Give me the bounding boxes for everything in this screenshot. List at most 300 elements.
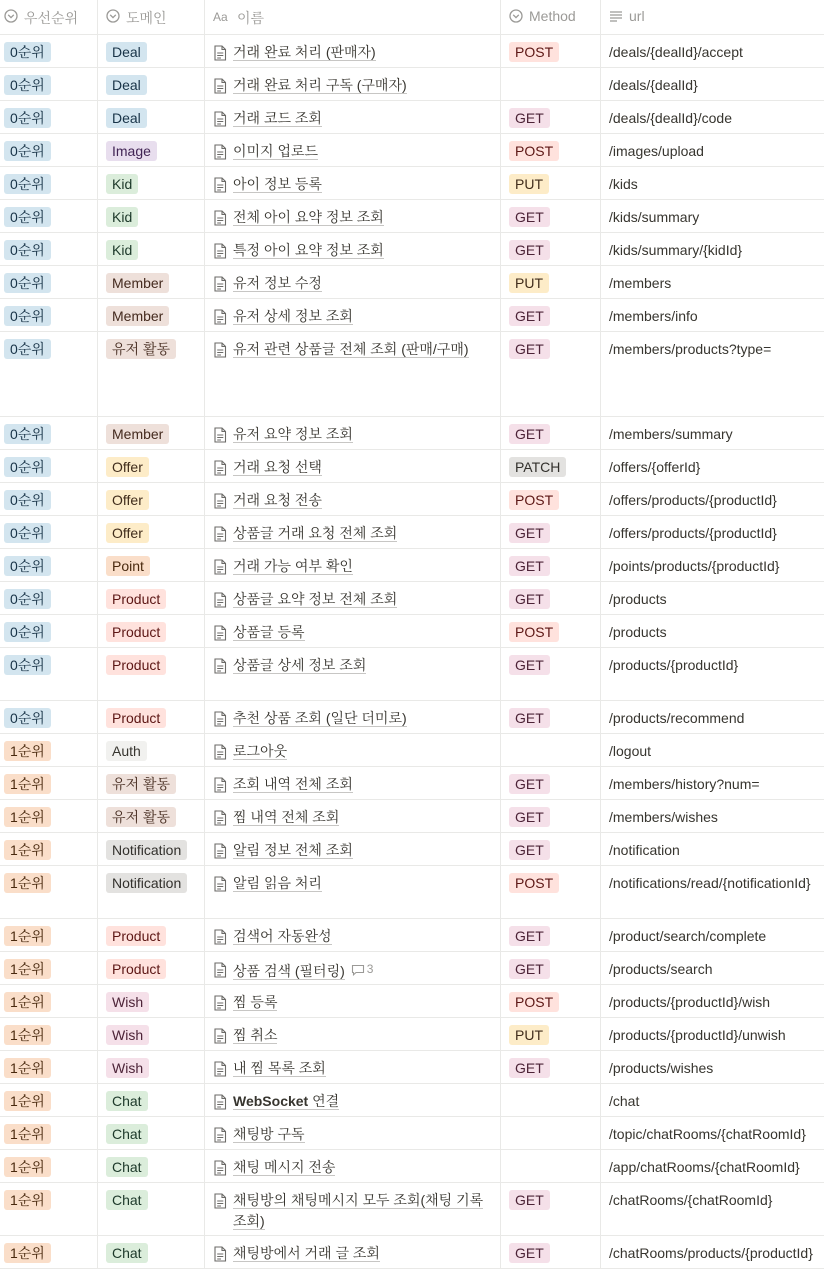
cell-name[interactable] <box>205 1051 501 1083</box>
cell-url[interactable]: /deals/{dealId}/code <box>609 110 732 126</box>
cell-domain[interactable] <box>98 101 205 133</box>
cell-method[interactable] <box>501 1084 601 1116</box>
table-row[interactable] <box>0 101 824 134</box>
cell-method[interactable] <box>501 516 601 548</box>
cell-method[interactable] <box>501 767 601 799</box>
cell-url[interactable]: /kids <box>609 176 638 192</box>
table-row[interactable] <box>0 200 824 233</box>
cell-name[interactable] <box>205 549 501 581</box>
table-row[interactable] <box>0 648 824 701</box>
row-name-label[interactable]: 로그아웃 <box>233 743 288 759</box>
page-icon <box>213 78 227 94</box>
cell-domain[interactable] <box>98 1150 205 1182</box>
domain-tag: Offer <box>106 523 149 543</box>
cell-priority[interactable] <box>0 101 98 133</box>
cell-url[interactable]: /chat <box>609 1093 640 1109</box>
cell-name[interactable] <box>205 68 501 100</box>
cell-method[interactable] <box>501 200 601 232</box>
table-row[interactable] <box>0 233 824 266</box>
cell-domain[interactable] <box>98 483 205 515</box>
cell-url[interactable]: /chatRooms/products/{productId} <box>609 1245 813 1261</box>
cell-url[interactable]: /product/search/complete <box>609 928 767 944</box>
table-row[interactable] <box>0 1117 824 1150</box>
cell-method[interactable] <box>501 734 601 766</box>
table-row[interactable] <box>0 68 824 101</box>
cell-domain[interactable] <box>98 1084 205 1116</box>
table-row[interactable] <box>0 1236 824 1269</box>
cell-domain[interactable] <box>98 615 205 647</box>
page-icon <box>213 276 227 292</box>
table-row[interactable] <box>0 35 824 68</box>
cell-method[interactable] <box>501 35 601 67</box>
row-name-label[interactable]: 조회 내역 전체 조회 <box>233 776 353 792</box>
row-name-label[interactable]: 찜 등록 <box>233 994 278 1010</box>
page-icon <box>213 493 227 509</box>
cell-domain[interactable] <box>98 35 205 67</box>
priority-tag: 1순위 <box>4 1058 51 1078</box>
priority-tag: 0순위 <box>4 207 51 227</box>
cell-domain[interactable] <box>98 516 205 548</box>
cell-priority[interactable] <box>0 701 98 733</box>
priority-tag: 1순위 <box>4 1091 51 1111</box>
cell-url[interactable]: /products <box>609 624 667 640</box>
method-tag: POST <box>509 873 559 893</box>
cell-method[interactable] <box>501 1051 601 1083</box>
cell-name[interactable] <box>205 167 501 199</box>
cell-domain[interactable] <box>98 767 205 799</box>
table-row[interactable] <box>0 266 824 299</box>
cell-method[interactable] <box>501 134 601 166</box>
cell-method[interactable] <box>501 549 601 581</box>
cell-priority[interactable] <box>0 833 98 865</box>
cell-url[interactable]: /members/summary <box>609 426 733 442</box>
table-row[interactable] <box>0 516 824 549</box>
cell-domain[interactable] <box>98 701 205 733</box>
cell-priority[interactable] <box>0 233 98 265</box>
row-name-label[interactable]: 찜 취소 <box>233 1027 278 1043</box>
cell-url[interactable]: /notification <box>609 842 680 858</box>
cell-domain[interactable] <box>98 1236 205 1268</box>
cell-priority[interactable] <box>0 417 98 449</box>
method-tag: PUT <box>509 273 549 293</box>
cell-name[interactable] <box>205 516 501 548</box>
cell-domain[interactable] <box>98 68 205 100</box>
cell-name[interactable] <box>205 1084 501 1116</box>
cell-domain[interactable] <box>98 417 205 449</box>
cell-method[interactable] <box>501 299 601 331</box>
table-row[interactable] <box>0 299 824 332</box>
table-row[interactable] <box>0 734 824 767</box>
cell-method[interactable] <box>501 332 601 416</box>
select-property-icon <box>509 9 523 23</box>
cell-method[interactable] <box>501 450 601 482</box>
table-row[interactable] <box>0 1183 824 1236</box>
domain-tag: Chat <box>106 1190 148 1210</box>
cell-url[interactable]: /products/{productId}/wish <box>609 994 771 1010</box>
cell-domain[interactable] <box>98 549 205 581</box>
cell-priority[interactable] <box>0 167 98 199</box>
cell-name[interactable] <box>205 1150 501 1182</box>
row-name-label[interactable]: 채팅방 구독 <box>233 1126 305 1142</box>
table-row[interactable] <box>0 417 824 450</box>
row-name-label[interactable]: 채팅 메시지 전송 <box>233 1159 336 1175</box>
domain-tag: Deal <box>106 108 147 128</box>
cell-domain[interactable] <box>98 200 205 232</box>
table-row[interactable] <box>0 1150 824 1183</box>
table-row[interactable] <box>0 134 824 167</box>
cell-priority[interactable] <box>0 734 98 766</box>
domain-tag: Offer <box>106 490 149 510</box>
cell-priority[interactable] <box>0 483 98 515</box>
lines-property-icon <box>609 9 623 23</box>
cell-name[interactable] <box>205 866 501 918</box>
cell-name[interactable] <box>205 919 501 951</box>
cell-name[interactable] <box>205 134 501 166</box>
cell-name[interactable] <box>205 985 501 1017</box>
cell-url[interactable]: /logout <box>609 743 652 759</box>
table-row[interactable] <box>0 701 824 734</box>
cell-priority[interactable] <box>0 985 98 1017</box>
cell-priority[interactable] <box>0 866 98 918</box>
cell-url[interactable]: /members/products?type= <box>609 341 772 357</box>
priority-tag: 0순위 <box>4 523 51 543</box>
cell-name[interactable] <box>205 701 501 733</box>
cell-url[interactable]: /offers/products/{productId} <box>609 492 777 508</box>
cell-priority[interactable] <box>0 1183 98 1235</box>
cell-name[interactable] <box>205 1117 501 1149</box>
cell-name[interactable] <box>205 35 501 67</box>
table-row[interactable] <box>0 919 824 952</box>
method-tag: GET <box>509 240 550 260</box>
row-name-label[interactable]: 상품 검색 (필터링) <box>233 962 345 979</box>
table-row[interactable] <box>0 167 824 200</box>
cell-domain[interactable] <box>98 1051 205 1083</box>
page-icon <box>213 1127 227 1143</box>
table-body <box>0 35 824 1269</box>
cell-name[interactable] <box>205 833 501 865</box>
cell-domain[interactable] <box>98 450 205 482</box>
column-header-priority[interactable] <box>0 0 98 34</box>
cell-url[interactable]: /products/{productId}/unwish <box>609 1027 786 1043</box>
table-row[interactable] <box>0 1018 824 1051</box>
cell-name[interactable] <box>205 200 501 232</box>
cell-domain[interactable] <box>98 1018 205 1050</box>
priority-tag: 0순위 <box>4 240 51 260</box>
cell-name[interactable] <box>205 767 501 799</box>
column-header-label: Method <box>529 8 576 24</box>
domain-tag: Chat <box>106 1091 148 1111</box>
cell-url[interactable]: /kids/summary <box>609 209 700 225</box>
row-name-label[interactable]: 검색어 자동완성 <box>233 928 332 944</box>
cell-url[interactable]: /points/products/{productId} <box>609 558 780 574</box>
cell-name[interactable] <box>205 800 501 832</box>
cell-priority[interactable] <box>0 919 98 951</box>
method-tag: POST <box>509 992 559 1012</box>
cell-priority[interactable] <box>0 648 98 700</box>
method-tag: GET <box>509 306 550 326</box>
cell-domain[interactable] <box>98 1183 205 1235</box>
cell-url[interactable]: /images/upload <box>609 143 704 159</box>
row-name-label[interactable]: 상품글 요약 정보 전체 조회 <box>233 591 398 607</box>
row-name-label[interactable]: 유저 관련 상품글 전체 조회 (판매/구매) <box>233 341 469 357</box>
select-property-icon <box>4 9 18 23</box>
domain-tag: Product <box>106 708 166 728</box>
page-icon <box>213 625 227 641</box>
cell-priority[interactable] <box>0 1051 98 1083</box>
cell-priority[interactable] <box>0 615 98 647</box>
cell-domain[interactable] <box>98 800 205 832</box>
cell-priority[interactable] <box>0 1236 98 1268</box>
cell-url[interactable]: /members/info <box>609 308 698 324</box>
cell-url[interactable]: /members/wishes <box>609 809 718 825</box>
cell-priority[interactable] <box>0 200 98 232</box>
row-name-label[interactable]: 상품글 상세 정보 조회 <box>233 657 367 673</box>
table-row[interactable] <box>0 483 824 516</box>
cell-name[interactable] <box>205 1183 501 1235</box>
cell-domain[interactable] <box>98 833 205 865</box>
priority-tag: 1순위 <box>4 926 51 946</box>
method-tag: PUT <box>509 174 549 194</box>
cell-name[interactable] <box>205 266 501 298</box>
cell-url[interactable]: /notifications/read/{notificationId} <box>609 875 811 891</box>
cell-method[interactable] <box>501 919 601 951</box>
cell-method[interactable] <box>501 1018 601 1050</box>
cell-method[interactable] <box>501 266 601 298</box>
priority-tag: 0순위 <box>4 708 51 728</box>
cell-method[interactable] <box>501 1183 601 1235</box>
cell-domain[interactable] <box>98 648 205 700</box>
cell-method[interactable] <box>501 68 601 100</box>
row-name-label[interactable]: 거래 완료 처리 구독 (구매자) <box>233 77 407 93</box>
method-tag: GET <box>509 807 550 827</box>
cell-priority[interactable] <box>0 35 98 67</box>
row-name-label[interactable]: 상품글 등록 <box>233 624 305 640</box>
cell-method[interactable] <box>501 615 601 647</box>
cell-url[interactable]: /chatRooms/{chatRoomId} <box>609 1192 773 1208</box>
row-name-label[interactable]: 채팅방의 채팅메시지 모두 조회(채팅 기록 조회) <box>233 1192 484 1229</box>
cell-domain[interactable] <box>98 233 205 265</box>
table-row[interactable] <box>0 833 824 866</box>
cell-name[interactable] <box>205 233 501 265</box>
cell-priority[interactable] <box>0 549 98 581</box>
cell-name[interactable] <box>205 648 501 700</box>
row-name-label[interactable]: 추천 상품 조회 (일단 더미로) <box>233 710 407 726</box>
page-icon <box>213 995 227 1011</box>
method-tag: GET <box>509 655 550 675</box>
table-row[interactable] <box>0 952 824 985</box>
priority-tag: 1순위 <box>4 774 51 794</box>
table-row[interactable] <box>0 1051 824 1084</box>
cell-domain[interactable] <box>98 952 205 984</box>
cell-name[interactable] <box>205 615 501 647</box>
cell-name[interactable] <box>205 1236 501 1268</box>
table-row[interactable] <box>0 866 824 919</box>
cell-url[interactable]: /products/{productId} <box>609 657 739 673</box>
page-icon <box>213 177 227 193</box>
table-row[interactable] <box>0 549 824 582</box>
cell-method[interactable] <box>501 800 601 832</box>
domain-tag: Offer <box>106 457 149 477</box>
table-row[interactable] <box>0 767 824 800</box>
cell-priority[interactable] <box>0 582 98 614</box>
priority-tag: 0순위 <box>4 108 51 128</box>
cell-method[interactable] <box>501 1236 601 1268</box>
row-name-label[interactable]: 내 찜 목록 조회 <box>233 1060 326 1076</box>
cell-name[interactable] <box>205 101 501 133</box>
cell-name[interactable] <box>205 734 501 766</box>
method-tag: POST <box>509 622 559 642</box>
cell-name[interactable] <box>205 332 501 416</box>
cell-name[interactable] <box>205 1018 501 1050</box>
row-name-label[interactable]: 거래 요청 선택 <box>233 459 322 475</box>
cell-priority[interactable] <box>0 952 98 984</box>
cell-method[interactable] <box>501 833 601 865</box>
row-name-label[interactable]: 전체 아이 요약 정보 조회 <box>233 209 384 225</box>
row-name-label[interactable]: 거래 코드 조회 <box>233 110 322 126</box>
table-row[interactable] <box>0 1084 824 1117</box>
cell-url[interactable]: /products/recommend <box>609 710 745 726</box>
cell-priority[interactable] <box>0 1084 98 1116</box>
cell-name[interactable] <box>205 582 501 614</box>
cell-method[interactable] <box>501 985 601 1017</box>
method-tag: GET <box>509 708 550 728</box>
method-tag: GET <box>509 1190 550 1210</box>
cell-domain[interactable] <box>98 134 205 166</box>
row-name-label[interactable]: 유저 정보 수정 <box>233 275 322 291</box>
row-name-label[interactable]: 이미지 업로드 <box>233 143 319 159</box>
cell-domain[interactable] <box>98 266 205 298</box>
cell-domain[interactable] <box>98 1117 205 1149</box>
domain-tag: Auth <box>106 741 147 761</box>
cell-name[interactable] <box>205 483 501 515</box>
cell-method[interactable] <box>501 866 601 918</box>
cell-name[interactable] <box>205 450 501 482</box>
comment-count[interactable] <box>351 959 374 980</box>
cell-priority[interactable] <box>0 1150 98 1182</box>
cell-url[interactable]: /deals/{dealId} <box>609 77 698 93</box>
table-row[interactable] <box>0 332 824 417</box>
cell-method[interactable] <box>501 233 601 265</box>
column-header-method[interactable] <box>501 0 601 34</box>
cell-url[interactable]: /products/wishes <box>609 1060 714 1076</box>
priority-tag: 0순위 <box>4 655 51 675</box>
cell-domain[interactable] <box>98 866 205 918</box>
cell-method[interactable] <box>501 701 601 733</box>
domain-tag: 유저 활동 <box>106 339 176 359</box>
cell-domain[interactable] <box>98 919 205 951</box>
cell-domain[interactable] <box>98 734 205 766</box>
cell-url[interactable]: /topic/chatRooms/{chatRoomId} <box>609 1126 806 1142</box>
cell-priority[interactable] <box>0 332 98 416</box>
cell-method[interactable] <box>501 582 601 614</box>
cell-method[interactable] <box>501 952 601 984</box>
cell-priority[interactable] <box>0 299 98 331</box>
cell-url[interactable]: /members <box>609 275 672 291</box>
cell-url[interactable]: /deals/{dealId}/accept <box>609 44 743 60</box>
cell-method[interactable] <box>501 1117 601 1149</box>
row-name-label[interactable]: 유저 상세 정보 조회 <box>233 308 353 324</box>
cell-priority[interactable] <box>0 134 98 166</box>
row-name-label[interactable]: 알림 정보 전체 조회 <box>233 842 353 858</box>
cell-method[interactable] <box>501 1150 601 1182</box>
row-name-label[interactable]: 거래 가능 여부 확인 <box>233 558 353 574</box>
table-row[interactable] <box>0 800 824 833</box>
row-name-label[interactable]: 거래 완료 처리 (판매자) <box>233 44 376 60</box>
table-row[interactable] <box>0 985 824 1018</box>
cell-priority[interactable] <box>0 516 98 548</box>
cell-domain[interactable] <box>98 582 205 614</box>
row-name-label[interactable]: 채팅방에서 거래 글 조회 <box>233 1245 380 1261</box>
priority-tag: 0순위 <box>4 339 51 359</box>
cell-priority[interactable] <box>0 1018 98 1050</box>
cell-url[interactable]: /kids/summary/{kidId} <box>609 242 743 258</box>
cell-priority[interactable] <box>0 800 98 832</box>
cell-domain[interactable] <box>98 167 205 199</box>
domain-tag: Chat <box>106 1124 148 1144</box>
cell-method[interactable] <box>501 101 601 133</box>
column-header-domain[interactable] <box>98 0 205 34</box>
cell-method[interactable] <box>501 417 601 449</box>
cell-name[interactable] <box>205 299 501 331</box>
domain-tag: Notification <box>106 873 187 893</box>
cell-domain[interactable] <box>98 299 205 331</box>
cell-priority[interactable] <box>0 68 98 100</box>
page-icon <box>213 929 227 945</box>
row-name-label[interactable]: 알림 읽음 처리 <box>233 875 322 891</box>
cell-url[interactable]: /offers/products/{productId} <box>609 525 777 541</box>
row-name-label[interactable] <box>233 1093 339 1110</box>
cell-url[interactable]: /app/chatRooms/{chatRoomId} <box>609 1159 800 1175</box>
column-header-label: 이름 <box>237 10 265 26</box>
cell-priority[interactable] <box>0 1117 98 1149</box>
column-header-url[interactable] <box>601 0 824 34</box>
cell-priority[interactable] <box>0 266 98 298</box>
priority-tag: 1순위 <box>4 807 51 827</box>
cell-url[interactable]: /offers/{offerId} <box>609 459 701 475</box>
row-name-label[interactable]: 찜 내역 전체 조회 <box>233 809 340 825</box>
column-header-name[interactable] <box>205 0 501 34</box>
row-name-label[interactable]: 특정 아이 요약 정보 조회 <box>233 242 384 258</box>
table-row[interactable] <box>0 582 824 615</box>
priority-tag: 0순위 <box>4 273 51 293</box>
row-name-label[interactable]: 거래 요청 전송 <box>233 492 322 508</box>
domain-tag: Product <box>106 959 166 979</box>
cell-name[interactable] <box>205 417 501 449</box>
row-name-label[interactable]: 상품글 거래 요청 전체 조회 <box>233 525 398 541</box>
cell-priority[interactable] <box>0 450 98 482</box>
priority-tag: 0순위 <box>4 424 51 444</box>
domain-tag: Product <box>106 622 166 642</box>
page-icon <box>213 658 227 674</box>
cell-domain[interactable] <box>98 985 205 1017</box>
cell-method[interactable] <box>501 483 601 515</box>
table-row[interactable] <box>0 450 824 483</box>
cell-name[interactable] <box>205 952 501 984</box>
cell-domain[interactable] <box>98 332 205 416</box>
cell-url[interactable]: /products <box>609 591 667 607</box>
table-row[interactable] <box>0 615 824 648</box>
cell-url[interactable]: /products/search <box>609 961 713 977</box>
cell-priority[interactable] <box>0 767 98 799</box>
row-name-label[interactable]: 유저 요약 정보 조회 <box>233 426 353 442</box>
cell-method[interactable] <box>501 648 601 700</box>
method-tag: GET <box>509 339 550 359</box>
cell-method[interactable] <box>501 167 601 199</box>
row-name-label[interactable]: 아이 정보 등록 <box>233 176 322 192</box>
cell-url[interactable]: /members/history?num= <box>609 776 760 792</box>
domain-tag: Wish <box>106 992 149 1012</box>
domain-tag: Deal <box>106 75 147 95</box>
